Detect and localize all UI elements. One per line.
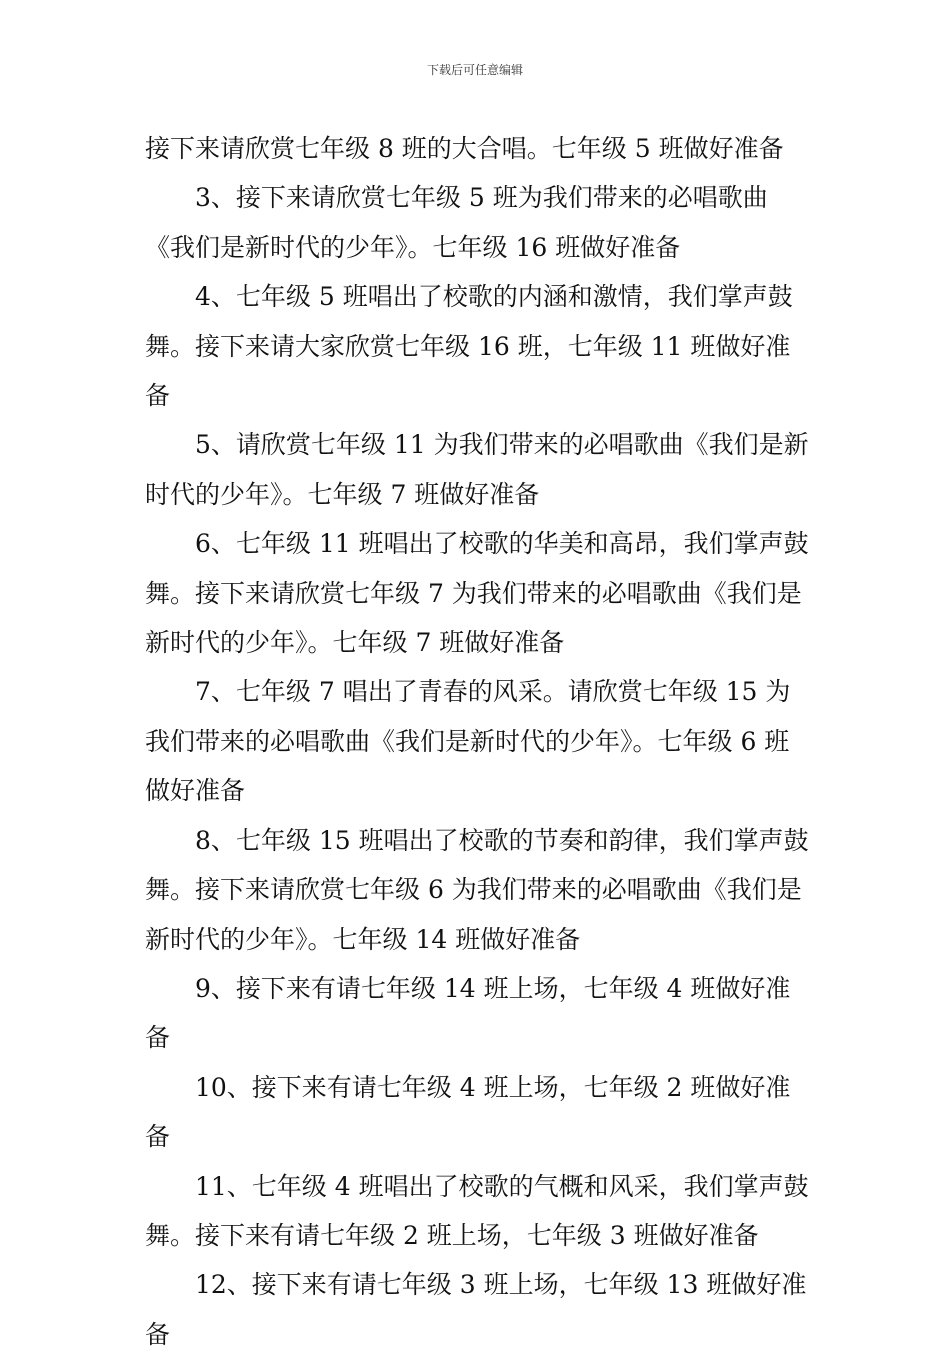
paragraph: 5、请欣赏七年级 11 为我们带来的必唱歌曲《我们是新时代的少年》。七年级 7 班做好准备 xyxy=(145,430,809,509)
paragraph: 10、接下来有请七年级 4 班上场，七年级 2 班做好准备 xyxy=(145,1072,791,1152)
document-body xyxy=(145,124,810,1359)
paragraph: 3、接下来请欣赏七年级 5 班为我们带来的必唱歌曲《我们是新时代的少年》。七年级 16 班做好准备 xyxy=(145,183,768,262)
paragraph: 9、接下来有请七年级 14 班上场，七年级 4 班做好准备 xyxy=(145,973,791,1053)
paragraph: 12、接下来有请七年级 3 班上场，七年级 13 班做好准备 xyxy=(145,1270,807,1349)
paragraph: 6、七年级 11 班唱出了校歌的华美和高昂，我们掌声鼓舞。接下来请欣赏七年级 7 为我们带来的必唱歌曲《我们是新时代的少年》。七年级 7 班做好准备 xyxy=(145,529,809,658)
paragraph: 7、七年级 7 唱出了青春的风采。请欣赏七年级 15 为我们带来的必唱歌曲《我们是新时代的少年》。七年级 6 班做好准备 xyxy=(145,677,791,806)
paragraph: 4、七年级 5 班唱出了校歌的内涵和激情，我们掌声鼓舞。接下来请大家欣赏七年级 16 班，七年级 11 班做好准备 xyxy=(145,282,793,411)
paragraph: 8、七年级 15 班唱出了校歌的节奏和韵律，我们掌声鼓舞。接下来请欣赏七年级 6 为我们带来的必唱歌曲《我们是新时代的少年》。七年级 14 班做好准备 xyxy=(145,825,809,954)
paragraph: 接下来请欣赏七年级 8 班的大合唱。七年级 5 班做好准备 xyxy=(145,134,784,163)
page-header: 下载后可任意编辑 xyxy=(426,63,523,77)
paragraph: 11、七年级 4 班唱出了校歌的气概和风采，我们掌声鼓舞。接下来有请七年级 2 班上场，七年级 3 班做好准备 xyxy=(145,1171,809,1250)
